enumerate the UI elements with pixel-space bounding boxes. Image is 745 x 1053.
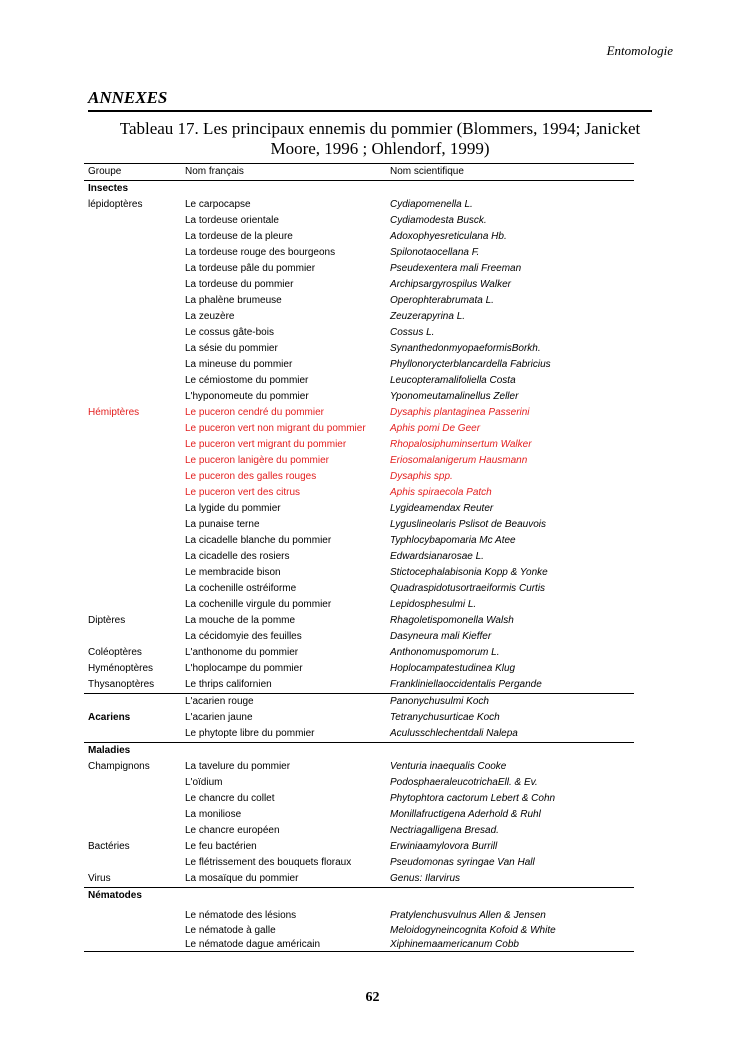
cell-nom-francais: La moniliose	[185, 809, 242, 820]
table-body	[84, 181, 634, 952]
cell-nom-scientifique: Erwiniaamylovora Burrill	[390, 841, 498, 852]
cell-nom-scientifique: Panonychusulmi Koch	[390, 696, 489, 707]
table-row	[84, 613, 634, 629]
cell-nom-scientifique: Spilonotaocellana F.	[390, 247, 480, 258]
cell-nom-francais: Le puceron vert non migrant du pommier	[185, 423, 366, 434]
cell-nom-francais: Le puceron des galles rouges	[185, 471, 317, 482]
cell-nom-scientifique: Meloidogyneincognita Kofoid & White	[390, 925, 556, 936]
cell-nom-francais: Le feu bactérien	[185, 841, 257, 852]
table-row	[84, 181, 634, 197]
table-row	[84, 405, 634, 421]
cell-nom-scientifique: Pseudexentera mali Freeman	[390, 263, 522, 274]
cell-nom-francais: La phalène brumeuse	[185, 295, 282, 306]
cell-nom-francais: La mosaïque du pommier	[185, 873, 299, 884]
cell-groupe: Champignons	[88, 761, 150, 772]
table-row	[84, 293, 634, 309]
cell-groupe: Virus	[88, 873, 111, 884]
table-row	[84, 229, 634, 245]
table-row	[84, 823, 634, 839]
page-number: 62	[365, 990, 380, 1005]
cell-nom-francais: La tordeuse de la pleure	[185, 231, 293, 242]
cell-nom-francais: Le thrips californien	[185, 679, 272, 690]
table-row	[84, 661, 634, 677]
table-row	[84, 485, 634, 501]
cell-nom-scientifique: Cossus L.	[390, 327, 435, 338]
table-row	[84, 924, 634, 938]
table-row	[84, 759, 634, 775]
cell-nom-francais: Le cémiostome du pommier	[185, 375, 309, 386]
table-row	[84, 453, 634, 469]
cell-nom-scientifique: Phyllonorycterblancardella Fabricius	[390, 359, 551, 370]
cell-nom-scientifique: SynanthedonmyopaeformisBorkh.	[390, 343, 541, 354]
cell-nom-scientifique: Rhopalosiphuminsertum Walker	[390, 439, 532, 450]
cell-groupe: Hyménoptères	[88, 663, 154, 674]
cell-nom-scientifique: PodosphaeraleucotrichaEll. & Ev.	[390, 777, 538, 788]
cell-nom-scientifique: Lepidosphesulmi L.	[390, 599, 477, 610]
cell-nom-francais: La zeuzère	[185, 311, 235, 322]
cell-nom-francais: La tavelure du pommier	[185, 761, 291, 772]
cell-nom-francais: La tordeuse orientale	[185, 215, 279, 226]
cell-nom-francais: La sésie du pommier	[185, 343, 278, 354]
cell-nom-scientifique: Typhlocybapomaria Mc Atee	[390, 535, 516, 546]
cell-nom-scientifique: Cydiapomenella L.	[390, 199, 473, 210]
table-row	[84, 871, 634, 887]
cell-nom-scientifique: Aphis pomi De Geer	[390, 423, 481, 434]
table-row	[84, 501, 634, 517]
cell-nom-scientifique: Quadraspidotusortraeiformis Curtis	[390, 583, 546, 594]
table-row	[84, 855, 634, 871]
table-row	[84, 261, 634, 277]
cell-nom-scientifique: Genus: Ilarvirus	[390, 873, 461, 884]
cell-groupe: Bactéries	[88, 841, 130, 852]
cell-nom-francais: L'acarien rouge	[185, 696, 254, 707]
cell-nom-scientifique: Dasyneura mali Kieffer	[390, 631, 492, 642]
cell-nom-scientifique: Lygideamendax Reuter	[390, 503, 494, 514]
table-row	[84, 197, 634, 213]
table-row	[84, 549, 634, 565]
cell-nom-scientifique: Venturia inaequalis Cooke	[390, 761, 507, 772]
table-row	[84, 437, 634, 453]
cell-groupe: Diptères	[88, 615, 126, 626]
table-row	[84, 908, 634, 924]
table-row	[84, 597, 634, 613]
cell-nom-francais: L'oïdium	[185, 777, 223, 788]
cell-nom-scientifique: Frankliniellaoccidentalis Pergande	[390, 679, 542, 690]
cell-nom-francais: Le flétrissement des bouquets floraux	[185, 857, 352, 868]
table-row	[84, 325, 634, 341]
table-row	[84, 807, 634, 823]
table-row	[84, 533, 634, 549]
cell-groupe: Insectes	[88, 183, 129, 194]
cell-nom-scientifique: Hoplocampatestudinea Klug	[390, 663, 516, 674]
cell-nom-scientifique: Archipsargyrospilus Walker	[390, 279, 511, 290]
cell-nom-francais: La cécidomyie des feuilles	[185, 631, 302, 642]
cell-nom-francais: La mineuse du pommier	[185, 359, 293, 370]
table-row	[84, 581, 634, 597]
cell-nom-francais: La cochenille ostréiforme	[185, 583, 297, 594]
table-row	[84, 565, 634, 581]
table-row	[84, 309, 634, 325]
cell-nom-francais: La lygide du pommier	[185, 503, 281, 514]
cell-nom-francais: Le chancre européen	[185, 825, 280, 836]
cell-nom-francais: Le nématode dague américain	[185, 938, 321, 950]
cell-nom-scientifique: Pseudomonas syringae Van Hall	[390, 857, 535, 868]
table-row	[84, 245, 634, 261]
cell-nom-francais: Le chancre du collet	[185, 793, 275, 804]
cell-nom-francais: Le nématode des lésions	[185, 910, 297, 921]
cell-nom-scientifique: Lyguslineolaris Pslisot de Beauvois	[390, 519, 547, 530]
section-title: ANNEXES	[88, 88, 168, 107]
table-header-row	[84, 163, 634, 181]
table-row	[84, 726, 634, 742]
cell-groupe: Maladies	[88, 745, 131, 756]
table-row	[84, 517, 634, 533]
table-row	[84, 421, 634, 437]
cell-nom-scientifique: Leucopteramalifoliella Costa	[390, 375, 516, 386]
cell-nom-scientifique: Stictocephalabisonia Kopp & Yonke	[390, 567, 548, 578]
cell-nom-scientifique: Phytophtora cactorum Lebert & Cohn	[390, 793, 556, 804]
cell-nom-scientifique: Rhagoletispomonella Walsh	[390, 615, 514, 626]
table-row	[84, 645, 634, 661]
cell-nom-francais: La cicadelle des rosiers	[185, 551, 290, 562]
cell-groupe: Hémiptères	[88, 407, 140, 418]
table-row	[84, 742, 634, 759]
section-divider	[88, 110, 652, 112]
table-row	[84, 775, 634, 791]
cell-nom-scientifique: Xiphinemaamericanum Cobb	[390, 938, 519, 950]
cell-nom-scientifique: Aculusschlechentdali Nalepa	[390, 728, 518, 739]
cell-nom-francais: Le puceron vert des citrus	[185, 487, 301, 498]
table-row	[84, 469, 634, 485]
cell-nom-francais: La cicadelle blanche du pommier	[185, 535, 332, 546]
cell-nom-scientifique: Yponomeutamalinellus Zeller	[390, 391, 519, 402]
cell-groupe: Nématodes	[88, 890, 142, 901]
cell-nom-francais: L'acarien jaune	[185, 712, 253, 723]
cell-nom-scientifique: Zeuzerapyrina L.	[390, 311, 466, 322]
table-row	[84, 357, 634, 373]
cell-nom-francais: L'hoplocampe du pommier	[185, 663, 303, 674]
cell-nom-scientifique: Tetranychusurticae Koch	[390, 712, 500, 723]
table-row	[84, 629, 634, 645]
cell-nom-francais: Le carpocapse	[185, 199, 251, 210]
table-row	[84, 938, 634, 953]
cell-nom-scientifique: Aphis spiraecola Patch	[390, 487, 492, 498]
table-row	[84, 373, 634, 389]
table-row	[84, 677, 634, 693]
cell-nom-francais: Le nématode à galle	[185, 925, 276, 936]
table-row	[84, 887, 634, 904]
cell-nom-scientifique: Anthonomuspomorum L.	[390, 647, 500, 658]
cell-nom-scientifique: Nectriagalligena Bresad.	[390, 825, 499, 836]
cell-groupe: lépidoptères	[88, 199, 143, 210]
cell-nom-francais: La tordeuse pâle du pommier	[185, 263, 316, 274]
header-nom-scientifique: Nom scientifique	[390, 166, 464, 177]
cell-nom-francais: Le phytopte libre du pommier	[185, 728, 315, 739]
cell-nom-scientifique: Cydiamodesta Busck.	[390, 215, 487, 226]
cell-nom-scientifique: Operophterabrumata L.	[390, 295, 494, 306]
header-nom-francais: Nom français	[185, 166, 244, 177]
table-row	[84, 277, 634, 293]
cell-nom-scientifique: Adoxophyesreticulana Hb.	[390, 231, 507, 242]
table-row	[84, 213, 634, 229]
table-row	[84, 389, 634, 405]
cell-nom-francais: La mouche de la pomme	[185, 615, 296, 626]
cell-nom-francais: La cochenille virgule du pommier	[185, 599, 332, 610]
enemies-table	[84, 163, 634, 952]
cell-groupe: Coléoptères	[88, 647, 142, 658]
table-row	[84, 710, 634, 726]
cell-nom-scientifique: Edwardsianarosae L.	[390, 551, 484, 562]
table-row	[84, 341, 634, 357]
cell-nom-francais: La tordeuse rouge des bourgeons	[185, 247, 336, 258]
cell-groupe: Acariens	[88, 712, 131, 723]
cell-nom-francais: Le cossus gâte-bois	[185, 327, 274, 338]
cell-nom-francais: La punaise terne	[185, 519, 260, 530]
table-caption: Tableau 17. Les principaux ennemis du pommier (Blommers, 1994; Janicket Moore, 1996 ; Ohlendorf, 1999)	[119, 119, 641, 158]
cell-nom-scientifique: Monillafructigena Aderhold & Ruhl	[390, 809, 541, 820]
table-row	[84, 791, 634, 807]
cell-nom-francais: Le membracide bison	[185, 567, 281, 578]
cell-nom-scientifique: Eriosomalanigerum Hausmann	[390, 455, 528, 466]
cell-nom-francais: Le puceron cendré du pommier	[185, 407, 324, 418]
cell-nom-francais: Le puceron vert migrant du pommier	[185, 439, 347, 450]
cell-nom-francais: Le puceron lanigère du pommier	[185, 455, 329, 466]
cell-nom-scientifique: Dysaphis plantaginea Passerini	[390, 407, 530, 418]
table-row	[84, 693, 634, 710]
running-header: Entomologie	[606, 43, 673, 58]
cell-nom-scientifique: Pratylenchusvulnus Allen & Jensen	[390, 910, 546, 921]
cell-nom-francais: L'anthonome du pommier	[185, 647, 299, 658]
cell-nom-francais: L'hyponomeute du pommier	[185, 391, 309, 402]
cell-groupe: Thysanoptères	[88, 679, 155, 690]
cell-nom-francais: La tordeuse du pommier	[185, 279, 294, 290]
header-groupe: Groupe	[88, 166, 122, 177]
cell-nom-scientifique: Dysaphis spp.	[390, 471, 453, 482]
table-row	[84, 839, 634, 855]
